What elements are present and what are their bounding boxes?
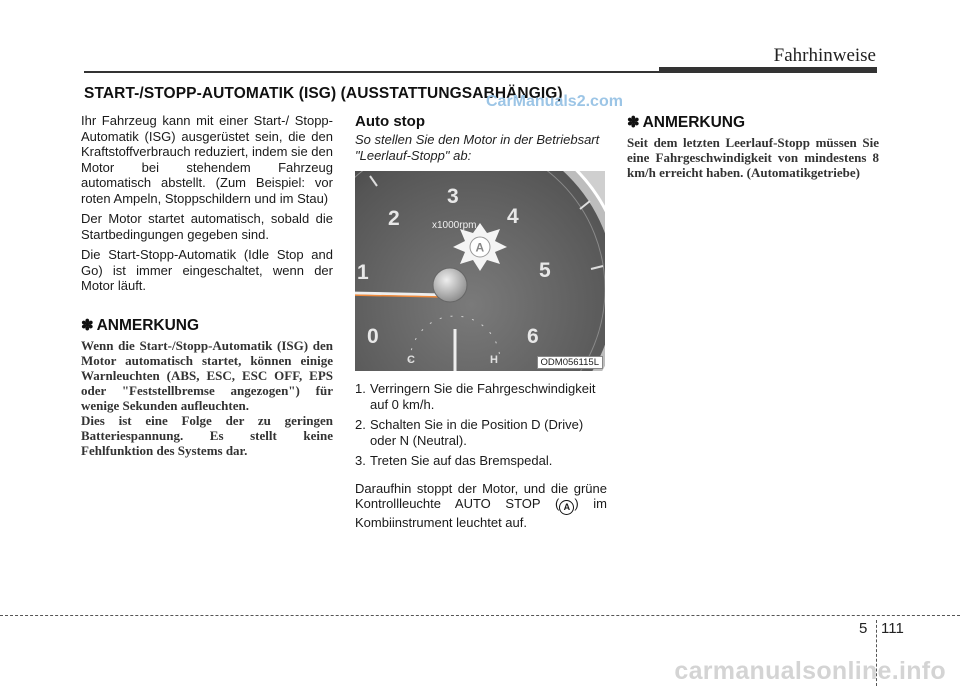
auto-stop-indicator-icon: A: [559, 500, 574, 515]
column-2: [355, 113, 607, 536]
rpm-tick-5: 5: [539, 259, 551, 282]
footer-rule: [0, 615, 960, 616]
watermark-top: CarManuals2.com: [486, 93, 623, 110]
section-title: START-/STOPP-AUTOMATIK (ISG) (AUSSTATTUNGSABHÄNGIG): [84, 85, 563, 102]
rpm-tick-3: 3: [447, 185, 459, 208]
temp-hot-label: H: [490, 354, 498, 366]
rpm-tick-1: 1: [357, 261, 369, 284]
auto-stop-result: Daraufhin stoppt der Motor, und die grüne Kontrollleuchte AUTO STOP ( A ) im Kombiinstrument leuchtet auf.: [355, 480, 607, 530]
temp-cold-label: C: [407, 354, 415, 366]
tachometer-figure: [355, 171, 605, 371]
note-star-icon: ✽: [627, 114, 640, 131]
header-rule-thick: [659, 67, 877, 73]
needle-hub: [433, 268, 467, 302]
rpm-tick-2: 2: [388, 207, 400, 230]
list-item: 1. Verringern Sie die Fahrgeschwindigkeit auf 0 km/h.: [355, 381, 596, 412]
note-paragraph-3: Seit dem letzten Leerlauf-Stopp müssen Sie eine Fahrgeschwindigkeit von mindestens 8 km/h erreicht haben. (Automatikgetriebe): [627, 135, 879, 180]
always-on-paragraph: Die Start-Stopp-Automatik (Idle Stop and Go) ist immer eingeschaltet, wenn der Motor läuft.: [81, 247, 333, 293]
list-item: 3. Treten Sie auf das Bremspedal.: [355, 453, 553, 468]
note-heading-2: [627, 113, 879, 132]
auto-stop-heading: Auto stop: [355, 113, 425, 130]
auto-stop-intro: So stellen Sie den Motor in der Betriebsart "Leerlauf-Stopp" ab:: [355, 132, 600, 163]
auto-stop-glow-letter: A: [475, 240, 485, 255]
section-number: 5: [859, 620, 868, 637]
rpm-unit-label: x1000rpm: [432, 220, 477, 231]
intro-paragraph: Ihr Fahrzeug kann mit einer Start-/ Stopp-Automatik (ISG) ausgerüstet sein, die den Kraftstoffverbrauch reduziert, indem sie den Motor bei stehendem Fahrzeug automatisch abstellt. (Zum Beispiel: vor roten Ampeln, Stoppschildern und im Stau): [81, 113, 333, 206]
note-star-icon: ✽: [81, 316, 94, 334]
figure-code: ODM056115L: [537, 356, 603, 369]
rpm-tick-6: 6: [527, 325, 539, 348]
footer-watermark: carmanualsonline.info: [674, 657, 946, 685]
list-item: 2. Schalten Sie in die Position D (Drive) oder N (Neutral).: [355, 417, 584, 448]
rpm-tick-0: 0: [367, 325, 379, 348]
note-heading-label: ANMERKUNG: [642, 114, 746, 131]
column-3: [627, 113, 879, 180]
auto-stop-steps: [355, 381, 607, 469]
note-paragraph-1: Wenn die Start-/Stopp-Automatik (ISG) den Motor automatisch startet, können einige Warnleuchten (ABS, ESC, ESC OFF, EPS oder "Feststellbremse angezogen") für wenige Sekunden aufleuchten.: [81, 337, 333, 413]
tachometer-illustration: [355, 171, 605, 371]
page-number: 111: [881, 620, 904, 637]
chapter-title: Fahrhinweise: [773, 45, 876, 66]
note-heading-label: ANMERKUNG: [96, 316, 200, 334]
column-1: [81, 113, 333, 458]
header-rule-thin: [84, 71, 659, 73]
note-paragraph-2: Dies ist eine Folge der zu geringen Batteriespannung. Es stellt keine Fehlfunktion des Systems dar.: [81, 412, 333, 458]
restart-paragraph: Der Motor startet automatisch, sobald die Startbedingungen gegeben sind.: [81, 211, 333, 242]
note-heading: [81, 316, 333, 335]
rpm-tick-4: 4: [507, 205, 519, 228]
